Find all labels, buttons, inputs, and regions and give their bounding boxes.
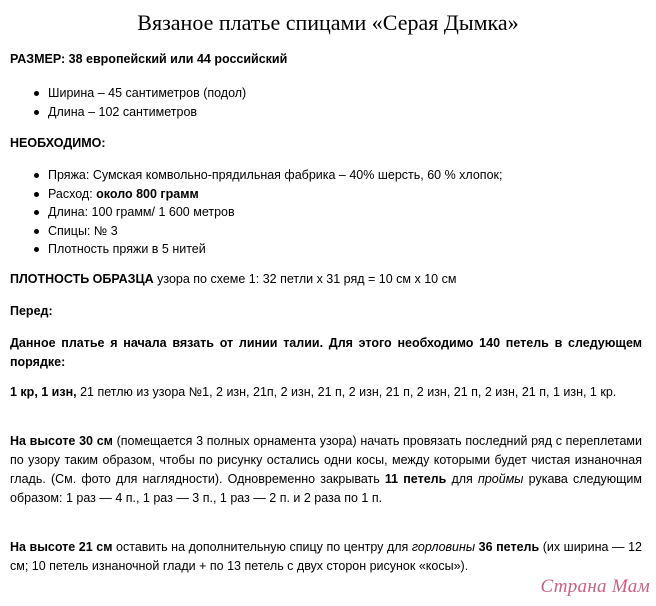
size-value: 38 европейский или 44 российский [65, 52, 288, 66]
height-21-paragraph: На высоте 21 см оставить на дополнительную спицу по центру для горловины 36 петель (их ширина — 12 см; 10 петель изнаночной глади + по 13 петель с двух сторон рисунок «косы»). [10, 540, 642, 573]
site-watermark: Страна Мам [540, 576, 650, 597]
size-label: РАЗМЕР: [10, 52, 66, 66]
needed-heading: НЕОБХОДИМО: [10, 136, 106, 150]
height-30-paragraph: На высоте 30 см (помещается 3 полных орнамента узора) начать провязать последний ряд с переплетами по узору таким образом, чтобы по рисунку остались одни косы, между которыми будет чистая изнаночная гладь. (См. фото для наглядности). Одновременно закрывать 11 петель для проймы рукава следующим образом: 1 раз — 4 п., 1 раз — 3 п., 1 раз — 2 п. и 2 раза по 1 п. [10, 434, 642, 505]
list-item: Плотность пряжи в 5 нитей [10, 240, 630, 259]
list-item: Спицы: № 3 [10, 222, 630, 241]
list-item: Длина – 102 сантиметров [10, 103, 630, 122]
size-list [10, 84, 630, 121]
list-item: Расход: около 800 грамм [10, 185, 630, 204]
size-line [10, 50, 642, 69]
front-heading: Перед: [10, 304, 53, 318]
needed-list [10, 166, 630, 259]
list-item: Ширина – 45 сантиметров (подол) [10, 84, 630, 103]
page-title: Вязаное платье спицами «Серая Дымка» [137, 10, 519, 35]
list-item: Пряжа: Сумская комвольно-прядильная фабрика – 40% шерсть, 60 % хлопок; [10, 166, 630, 185]
gauge-line: ПЛОТНОСТЬ ОБРАЗЦА узора по схеме 1: 32 петли х 31 ряд = 10 см х 10 см [10, 272, 457, 286]
list-item: Длина: 100 грамм/ 1 600 метров [10, 203, 630, 222]
front-intro: Данное платье я начала вязать от линии талии. Для этого необходимо 140 петель в следующем порядке: [10, 336, 642, 369]
row-one-paragraph: 1 кр, 1 изн, 21 петлю из узора №1, 2 изн, 21п, 2 изн, 21 п, 2 изн, 21 п, 2 изн, 21 п, 2 изн, 21 п, 1 изн, 1 кр. [10, 385, 617, 399]
